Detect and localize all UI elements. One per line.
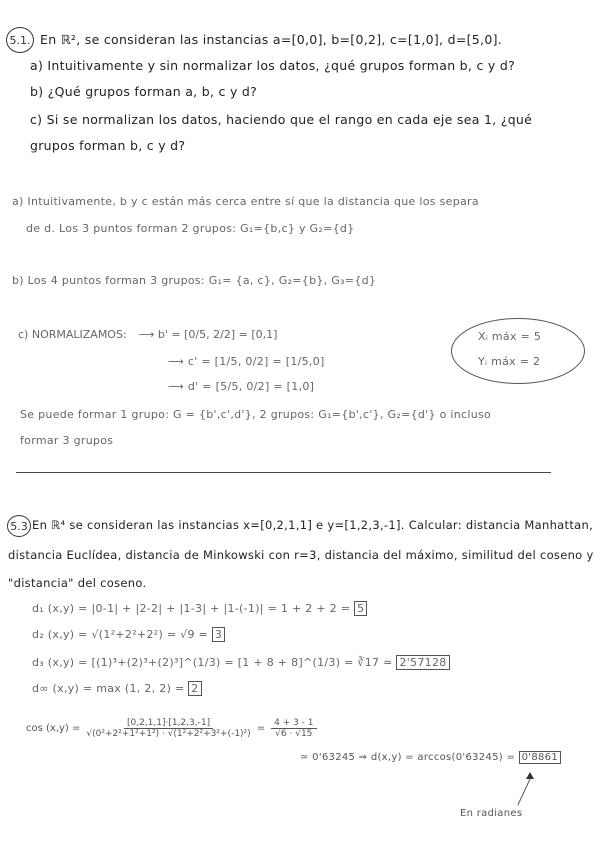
question-a: a) Intuitivamente y sin normalizar los datos, ¿qué grupos forman b, c y d? xyxy=(30,58,516,73)
euclidean-distance xyxy=(32,628,225,641)
denominator: √6 · √15 xyxy=(275,729,313,739)
conclusion-line1: Se puede formar 1 grupo: G = {b',c',d'}, 2 grupos: G₁={b',c'}, G₂={d'} o incluso xyxy=(20,408,492,421)
conclusion-line2: formar 3 grupos xyxy=(20,434,114,447)
equals: = xyxy=(256,723,266,734)
question-c-line1: c) Si se normalizan los datos, haciendo que el rango en cada eje sea 1, ¿qué xyxy=(30,112,533,127)
answer-c-row xyxy=(18,328,277,341)
numerator: [0,2,1,1]·[1,2,3,-1] xyxy=(124,718,213,729)
exercise-number-badge xyxy=(6,27,34,53)
exercise-number: 5.1. xyxy=(9,33,31,47)
radians-note: En radianes xyxy=(460,808,523,819)
question-b: b) ¿Qué grupos forman a, b, c y d? xyxy=(30,84,258,99)
cosine-label: cos (x,y) = xyxy=(26,723,81,734)
statement-line2: distancia Euclídea, distancia de Minkowski con r=3, distancia del máximo, similitud del coseno y xyxy=(8,548,594,562)
normalized-b: ⟶ b' = [0/5, 2/2] = [0,1] xyxy=(138,328,278,341)
answer-a-line1: a) Intuitivamente, b y c están más cerca entre sí que la distancia que los separa xyxy=(12,195,479,208)
max-values-ellipse xyxy=(451,318,585,384)
arrow-line xyxy=(517,778,531,806)
answer-a-line2: de d. Los 3 puntos forman 2 grupos: G₁={b,c} y G₂={d} xyxy=(26,222,355,235)
normalized-d: ⟶ d' = [5/5, 0/2] = [1,0] xyxy=(168,380,315,393)
denominator: √(0²+2²+1²+1²) · √(1²+2²+3²+(-1)²) xyxy=(86,729,251,739)
statement-line3: "distancia" del coseno. xyxy=(8,576,147,590)
answer-c-label: c) NORMALIZAMOS: xyxy=(18,328,127,341)
exercise-number-badge xyxy=(7,515,31,537)
result-box: 5 xyxy=(354,601,367,616)
numerator: 4 + 3 - 1 xyxy=(271,718,316,729)
formula: ≃ 0'63245 ⇒ d(x,y) = arccos(0'63245) = xyxy=(300,752,516,763)
result-box: 2 xyxy=(188,681,201,696)
formula: d∞ (x,y) = max (1, 2, 2) = xyxy=(32,682,185,695)
max-distance xyxy=(32,682,202,695)
x-max: Xᵢ máx = 5 xyxy=(478,330,542,343)
manhattan-distance xyxy=(32,602,367,615)
cosine-fraction xyxy=(86,718,250,739)
result-box: 3 xyxy=(212,627,225,642)
exercise-number: 5.3 xyxy=(10,519,28,533)
minkowski-distance xyxy=(32,656,450,669)
formula: d₂ (x,y) = √(1²+2²+2²) = √9 = xyxy=(32,628,209,641)
cosine-equation xyxy=(26,718,317,739)
question-c-line2: grupos forman b, c y d? xyxy=(30,138,186,153)
answer-b: b) Los 4 puntos forman 3 grupos: G₁= {a, c}, G₂={b}, G₃={d} xyxy=(12,274,377,287)
result-box: 2'57128 xyxy=(396,655,449,670)
formula: d₁ (x,y) = |0-1| + |2-2| + |1-3| + |1-(-1)| = 1 + 2 + 2 = xyxy=(32,602,351,615)
divider xyxy=(16,472,551,473)
formula: d₃ (x,y) = [(1)³+(2)³+(2)³]^(1/3) = [1 + 8 + 8]^(1/3) = ∛17 ≃ xyxy=(32,656,393,669)
cosine-distance xyxy=(300,752,561,763)
y-max: Yᵢ máx = 2 xyxy=(478,355,541,368)
result-box: 0'8861 xyxy=(519,751,561,764)
cosine-fraction-simplified xyxy=(271,718,316,739)
normalized-c: ⟶ c' = [1/5, 0/2] = [1/5,0] xyxy=(168,355,325,368)
exercise-statement: En ℝ², se consideran las instancias a=[0,0], b=[0,2], c=[1,0], d=[5,0]. xyxy=(40,32,503,47)
statement-line1: En ℝ⁴ se consideran las instancias x=[0,2,1,1] e y=[1,2,3,-1]. Calcular: distancia Manhattan, xyxy=(32,518,594,532)
